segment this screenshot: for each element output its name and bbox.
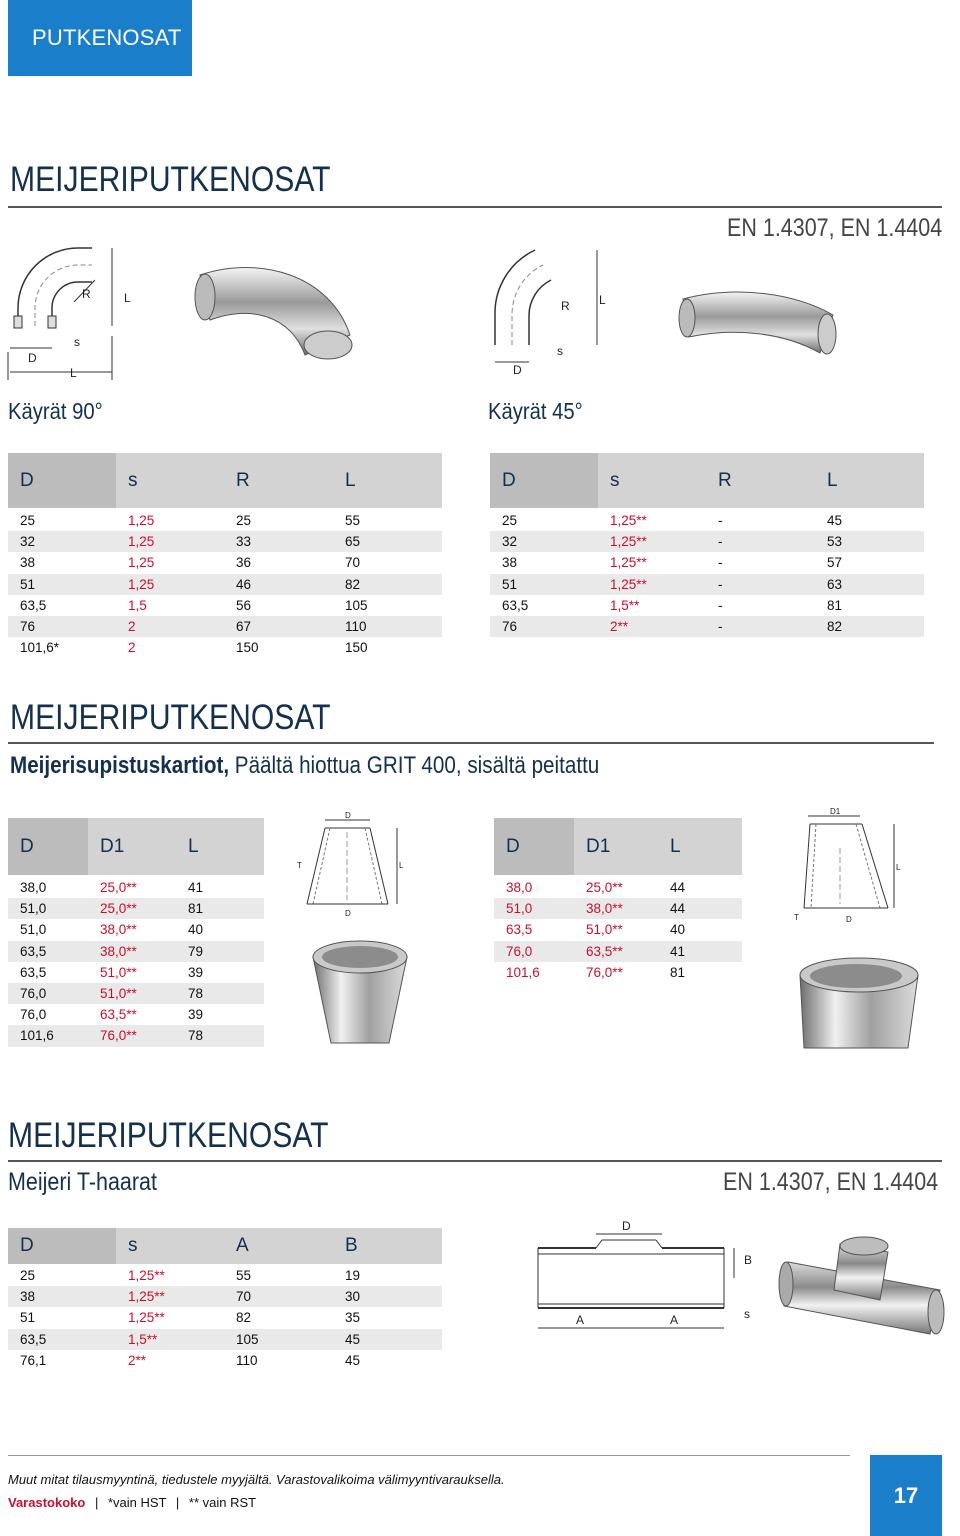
elbow90-header-l: L <box>345 469 356 491</box>
table-row: 63,5 1,5** 105 45 <box>8 1329 442 1350</box>
section1-title: MEIJERIPUTKENOSAT <box>10 160 331 199</box>
table-row: 51 1,25 46 82 <box>8 574 442 595</box>
elbow90-label-r: R <box>82 287 91 301</box>
concentric-table-body <box>8 877 264 1047</box>
tee-diagram <box>520 1218 780 1333</box>
eccentric-label-d1: D1 <box>830 807 841 816</box>
table-row: 38 1,25** - 57 <box>502 555 843 571</box>
tee-label-s: s <box>744 1307 750 1321</box>
table-row: 38,0 25,0** 41 <box>20 880 204 896</box>
elbow45-caption: Käyrät 45° <box>488 398 583 424</box>
elbow90-header-r: R <box>236 469 250 491</box>
tee-table-body <box>8 1265 442 1371</box>
elbow45-header-r: R <box>718 469 732 491</box>
table-row: 38 1,25** 70 30 <box>8 1286 442 1307</box>
section1-standard: EN 1.4307, EN 1.4404 <box>726 214 942 242</box>
section-tab: PUTKENOSAT <box>8 0 192 76</box>
table-row: 63,5 1,5 56 105 <box>20 597 368 613</box>
section2-subtitle-rest: Päältä hiottua GRIT 400, sisältä peitattu <box>229 752 600 779</box>
concentric-photo <box>305 935 415 1050</box>
table-row: 38 1,25 36 70 <box>20 555 361 571</box>
elbow45-label-s: s <box>557 344 563 358</box>
page-number: 17 <box>870 1455 942 1536</box>
tee-table-header <box>8 1228 442 1264</box>
footer-note: Muut mitat tilausmyyntinä, tiedustele myyjältä. Varastovalikoima välimyyntivarauksella. <box>8 1472 505 1487</box>
tee-label-d: D <box>622 1219 631 1233</box>
legend-separator-1: | <box>94 1495 99 1510</box>
table-row: 63,5 1,5** - 81 <box>502 597 843 613</box>
footer-rule <box>8 1455 850 1456</box>
table-row: 63,5 38,0** 79 <box>8 941 264 962</box>
elbow45-label-r: R <box>561 299 570 313</box>
tee-header-d: D <box>8 1228 116 1264</box>
legend-stock: Varastokoko <box>8 1495 86 1510</box>
footer-legend <box>8 1495 256 1510</box>
eccentric-diagram <box>790 808 910 928</box>
concentric-label-l: L <box>399 861 404 870</box>
tee-label-b: B <box>744 1253 753 1267</box>
table-row: 76,0 63,5** 41 <box>494 941 742 962</box>
concentric-diagram <box>295 812 415 920</box>
eccentric-label-d: D <box>846 915 852 924</box>
elbow45-header-d: D <box>490 453 598 508</box>
concentric-header-d1: D1 <box>100 835 125 857</box>
eccentric-table-header <box>494 818 742 875</box>
section2-subtitle-bold: Meijerisupistuskartiot, <box>10 752 230 779</box>
eccentric-photo <box>790 950 930 1050</box>
elbow90-label-s: s <box>74 335 80 349</box>
elbow90-header-s: s <box>128 469 138 491</box>
table-row: 38,0 25,0** 44 <box>506 880 686 896</box>
elbow90-photo <box>180 245 380 375</box>
table-row: 76,0 63,5** 39 <box>20 1007 204 1023</box>
concentric-label-d-top: D <box>345 811 351 820</box>
elbow90-header-d: D <box>8 453 116 508</box>
legend-hst: *vain HST <box>107 1495 167 1510</box>
table-row: 101,6 76,0** 78 <box>8 1025 264 1046</box>
concentric-table-header <box>8 818 264 875</box>
legend-separator-2: | <box>175 1495 180 1510</box>
elbow45-label-l: L <box>599 293 606 307</box>
elbow45-header-s: s <box>610 469 620 491</box>
tee-header-b: B <box>345 1235 358 1256</box>
table-row: 51 1,25** - 63 <box>490 574 924 595</box>
concentric-label-d-bottom: D <box>345 909 351 918</box>
concentric-header-l: L <box>188 835 199 857</box>
elbow45-table-header <box>490 453 924 508</box>
eccentric-label-l: L <box>896 863 901 872</box>
elbow90-table-header <box>8 453 442 508</box>
elbow45-table-body <box>490 510 924 637</box>
elbow90-label-d: D <box>28 351 37 365</box>
table-row: 51,0 38,0** 44 <box>494 898 742 919</box>
section1-rule <box>8 206 942 208</box>
tee-label-a2: A <box>670 1313 679 1327</box>
elbow45-label-d: D <box>513 363 522 377</box>
section2-title: MEIJERIPUTKENOSAT <box>10 698 331 737</box>
table-row: 76,0 51,0** 78 <box>8 983 264 1004</box>
tee-header-a: A <box>236 1235 249 1256</box>
section2-subtitle <box>10 752 599 780</box>
elbow90-label-l2: L <box>70 366 77 380</box>
tee-header-s: s <box>128 1235 138 1256</box>
elbow90-label-l: L <box>124 291 131 305</box>
elbow90-diagram <box>0 240 150 385</box>
eccentric-header-l: L <box>670 835 681 857</box>
table-row: 76 2** - 82 <box>490 616 924 637</box>
table-row: 32 1,25 33 65 <box>8 531 442 552</box>
eccentric-header-d: D <box>494 818 574 875</box>
table-row: 76 2 67 110 <box>8 616 442 637</box>
section2-rule <box>8 742 934 744</box>
eccentric-label-t: T <box>794 913 799 922</box>
table-row: 25 1,25** 55 19 <box>20 1268 361 1284</box>
section3-subtitle: Meijeri T-haarat <box>8 1168 157 1196</box>
concentric-label-t: T <box>297 861 302 870</box>
tee-photo <box>780 1232 955 1342</box>
table-row: 76,1 2** 110 45 <box>20 1352 361 1368</box>
table-row: 25 1,25 25 55 <box>20 513 361 529</box>
table-row: 32 1,25** - 53 <box>490 531 924 552</box>
elbow45-diagram <box>485 240 615 380</box>
section3-title: MEIJERIPUTKENOSAT <box>8 1116 329 1155</box>
table-row: 101,6 76,0** 81 <box>506 964 686 980</box>
table-row: 25 1,25** - 45 <box>502 513 843 529</box>
elbow90-table-body <box>8 510 442 658</box>
elbow45-photo <box>675 285 845 365</box>
section3-rule <box>8 1160 942 1162</box>
tee-label-a1: A <box>576 1313 585 1327</box>
table-row: 51 1,25** 82 35 <box>20 1310 361 1326</box>
eccentric-header-d1: D1 <box>586 835 611 857</box>
table-row: 51,0 38,0** 40 <box>20 922 204 938</box>
table-row: 63,5 51,0** 40 <box>506 922 686 938</box>
elbow45-header-l: L <box>827 469 838 491</box>
concentric-header-d: D <box>8 818 88 875</box>
section3-standard: EN 1.4307, EN 1.4404 <box>722 1168 938 1196</box>
legend-rst: ** vain RST <box>188 1495 257 1510</box>
table-row: 63,5 51,0** 39 <box>20 964 204 980</box>
table-row: 101,6* 2 150 150 <box>20 640 368 656</box>
eccentric-table-body <box>494 877 742 983</box>
table-row: 51,0 25,0** 81 <box>8 898 264 919</box>
elbow90-caption: Käyrät 90° <box>8 398 103 424</box>
